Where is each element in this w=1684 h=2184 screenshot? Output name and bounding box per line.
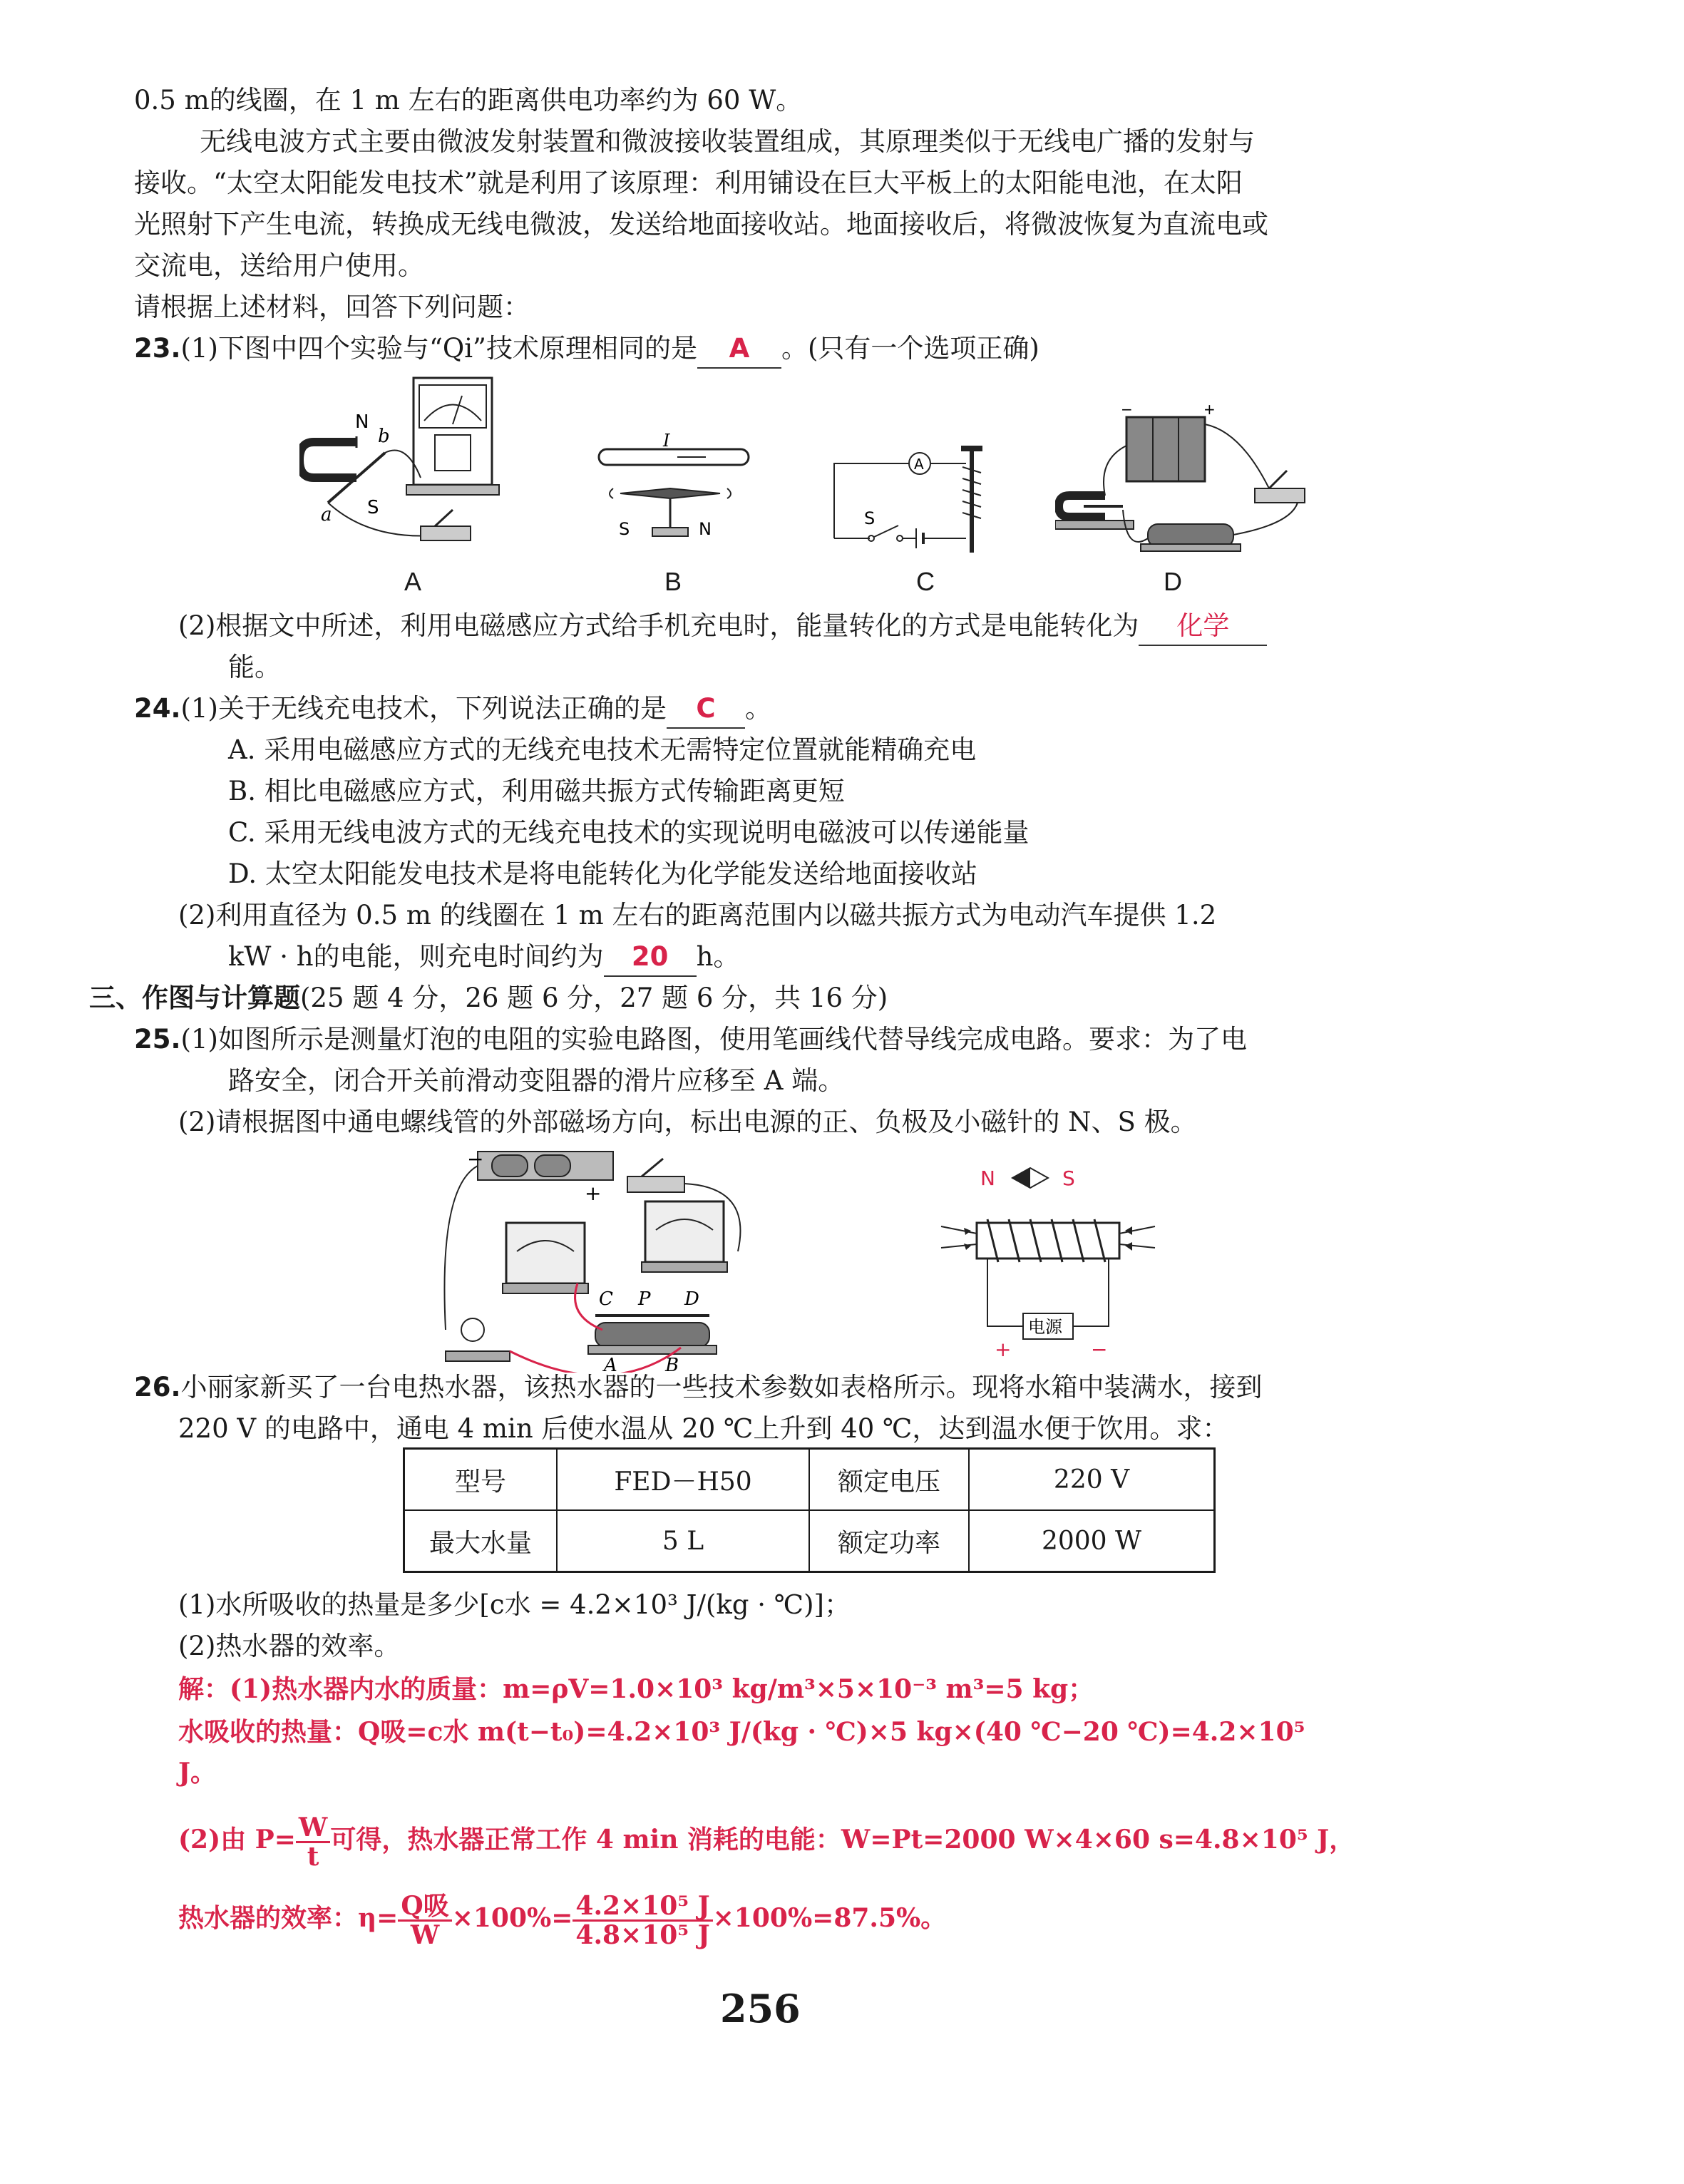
- question-26-part-2: (2)热水器的效率。: [178, 1631, 401, 1661]
- option-b: B. 相比电磁感应方式，利用磁共振方式传输距离更短: [228, 776, 845, 806]
- section-title: 三、作图与计算题: [89, 983, 300, 1013]
- terminal-d: D: [684, 1288, 699, 1310]
- caption-d: D: [1164, 567, 1182, 596]
- denominator: W: [410, 1919, 440, 1950]
- figure-c-electromagnet: [827, 431, 1012, 556]
- question-text: (2)根据文中所述，利用电磁感应方式给手机充电时，能量转化的方式是电能转化为: [178, 610, 1139, 641]
- page-number: 256: [720, 1986, 801, 2031]
- slider-p: P: [638, 1288, 651, 1310]
- ammeter-label: A: [914, 456, 924, 473]
- solution-text: 热水器的效率：η=: [178, 1903, 399, 1933]
- figure-circuit: [438, 1144, 766, 1373]
- numerator: 4.2×10⁵ J: [573, 1892, 712, 1922]
- solution-line-3: J。: [178, 1758, 217, 1788]
- question-text: h。: [696, 941, 740, 972]
- answer-blank: 20: [604, 938, 697, 977]
- label-b: b: [378, 426, 390, 447]
- solution-text: ×100%=: [451, 1903, 573, 1933]
- question-23-part-2: [178, 607, 1267, 646]
- question-25-part-2: (2)请根据图中通电螺线管的外部磁场方向，标出电源的正、负极及小磁针的 N、S 极。: [178, 1107, 1197, 1137]
- question-number: 25.: [134, 1024, 181, 1055]
- needle-n: N: [980, 1167, 995, 1190]
- question-26-part-1: (1)水所吸收的热量是多少[c水 = 4.2×10³ J/(kg · ℃)]；: [178, 1589, 851, 1620]
- label-s: S: [619, 519, 630, 539]
- table-row: [404, 1449, 1215, 1511]
- figure-solenoid: [927, 1155, 1169, 1362]
- power-source-label: 电源: [1028, 1317, 1062, 1337]
- caption-b: B: [664, 567, 682, 596]
- table-row: [404, 1510, 1215, 1572]
- table-cell: 额定电压: [809, 1449, 969, 1511]
- table-cell: FED－H50: [557, 1449, 809, 1511]
- fraction-w-over-t: [296, 1814, 330, 1870]
- solution-text: (2)由 P=: [178, 1825, 296, 1855]
- denominator: t: [307, 1841, 319, 1872]
- question-text: 小丽家新买了一台电热水器，该热水器的一些技术参数如表格所示。现将水箱中装满水，接到: [180, 1372, 1263, 1403]
- numerator: Q吸: [398, 1892, 451, 1922]
- solution-text: 可得，热水器正常工作 4 min 消耗的电能：W=Pt=2000 W×4×60 s=4.8×10⁵ J，: [330, 1825, 1355, 1855]
- terminal-c: C: [599, 1288, 613, 1310]
- needle-s: S: [1062, 1167, 1075, 1190]
- table-cell: 2000 W: [969, 1510, 1215, 1572]
- solution-text: ×100%=87.5%。: [712, 1903, 947, 1933]
- question-25-part-1-cont: 路安全，闭合开关前滑动变阻器的滑片应移至 A 端。: [228, 1065, 845, 1096]
- question-text: (1)下图中四个实验与“Qi”技术原理相同的是: [180, 333, 697, 364]
- label-a: a: [321, 504, 332, 526]
- figure-d-motor: [1055, 403, 1312, 563]
- question-23-part-1: [134, 330, 1039, 369]
- question-number: 24.: [134, 693, 181, 724]
- table-cell: 额定功率: [809, 1510, 969, 1572]
- table-cell: 5 L: [557, 1510, 809, 1572]
- passage-line-4: 光照射下产生电流，转换成无线电微波，发送给地面接收站。地面接收后，将微波恢复为直流电或: [134, 209, 1268, 240]
- question-26-line-1: [134, 1369, 1263, 1406]
- option-a: A. 采用电磁感应方式的无线充电技术无需特定位置就能精确充电: [228, 734, 977, 765]
- instruction-line: 请根据上述材料，回答下列问题：: [134, 292, 530, 322]
- option-d: D. 太空太阳能发电技术是将电能转化为化学能发送给地面接收站: [228, 858, 977, 889]
- label-n: N: [699, 519, 712, 539]
- question-24-part-2: (2)利用直径为 0.5 m 的线圈在 1 m 左右的距离范围内以磁共振方式为电动汽车提供 1.2: [178, 900, 1217, 930]
- solution-line-5: [178, 1890, 946, 1949]
- solution-line-4: [178, 1811, 1355, 1870]
- label-n: N: [355, 411, 369, 433]
- question-25-part-1: [134, 1021, 1247, 1058]
- solution-line-1: 解：(1)热水器内水的质量：m=ρV=1.0×10³ kg/m³×5×10⁻³ m³=5 kg；: [178, 1674, 1094, 1704]
- answer-blank: C: [667, 690, 745, 729]
- question-text: 。(只有一个选项正确): [781, 333, 1039, 364]
- fraction-q-over-w: [398, 1892, 451, 1949]
- answer-blank: 化学: [1139, 607, 1267, 646]
- question-text: 。: [744, 693, 771, 724]
- svg-text:−: −: [1121, 403, 1133, 418]
- figure-b-oersted: [592, 428, 763, 553]
- terminal-b: B: [665, 1355, 679, 1373]
- question-24-part-1: [134, 690, 771, 729]
- svg-text:+: +: [1203, 403, 1216, 418]
- table-cell: 型号: [404, 1449, 558, 1511]
- caption-c: C: [916, 567, 935, 596]
- section-note: (25 题 4 分，26 题 6 分，27 题 6 分，共 16 分): [300, 983, 888, 1013]
- switch-label: S: [864, 508, 876, 528]
- passage-line-2: 无线电波方式主要由微波发射装置和微波接收装置组成，其原理类似于无线电广播的发射与: [200, 126, 1255, 157]
- question-23-part-2-end: 能。: [228, 652, 281, 682]
- terminal-a: A: [604, 1355, 617, 1373]
- passage-line-3: 接收。“太空太阳能发电技术”就是利用了该原理：利用铺设在巨大平板上的太阳能电池，在太阳: [134, 168, 1243, 198]
- question-text: (1)关于无线充电技术，下列说法正确的是: [180, 693, 667, 724]
- label-s: S: [367, 497, 379, 518]
- spec-table: [403, 1447, 1216, 1573]
- question-26-line-2: 220 V 的电路中，通电 4 min 后使水温从 20 ℃上升到 40 ℃，达到温水便于饮用。求：: [178, 1413, 1229, 1444]
- battery-plus: +: [585, 1181, 602, 1205]
- answer-blank: A: [697, 330, 781, 369]
- question-number: 23.: [134, 333, 181, 364]
- label-current: I: [663, 431, 670, 451]
- terminal-plus: +: [995, 1338, 1012, 1361]
- caption-a: A: [404, 567, 422, 596]
- option-c: C. 采用无线电波方式的无线充电技术的实现说明电磁波可以传递能量: [228, 817, 1030, 848]
- table-cell: 最大水量: [404, 1510, 558, 1572]
- denominator: 4.8×10⁵ J: [575, 1919, 710, 1950]
- section-heading: [89, 980, 888, 1017]
- passage-line-5: 交流电，送给用户使用。: [134, 250, 424, 281]
- figure-a-induction: [299, 371, 513, 567]
- question-number: 26.: [134, 1372, 181, 1403]
- passage-line-1: 0.5 m的线圈，在 1 m 左右的距离供电功率约为 60 W。: [134, 85, 803, 116]
- battery-minus: −: [467, 1147, 484, 1171]
- numerator: W: [296, 1814, 330, 1843]
- fraction-energy: [573, 1892, 712, 1949]
- terminal-minus: −: [1091, 1338, 1108, 1361]
- question-text: kW · h的电能，则充电时间约为: [228, 941, 604, 972]
- solution-line-2: 水吸收的热量：Q吸=c水 m(t−t₀)=4.2×10³ J/(kg · ℃)×5 kg×(40 ℃−20 ℃)=4.2×10⁵: [178, 1717, 1305, 1747]
- table-cell: 220 V: [969, 1449, 1215, 1511]
- question-24-part-2-cont: [228, 938, 739, 977]
- question-text: (1)如图所示是测量灯泡的电阻的实验电路图，使用笔画线代替导线完成电路。要求：为了电: [180, 1024, 1247, 1055]
